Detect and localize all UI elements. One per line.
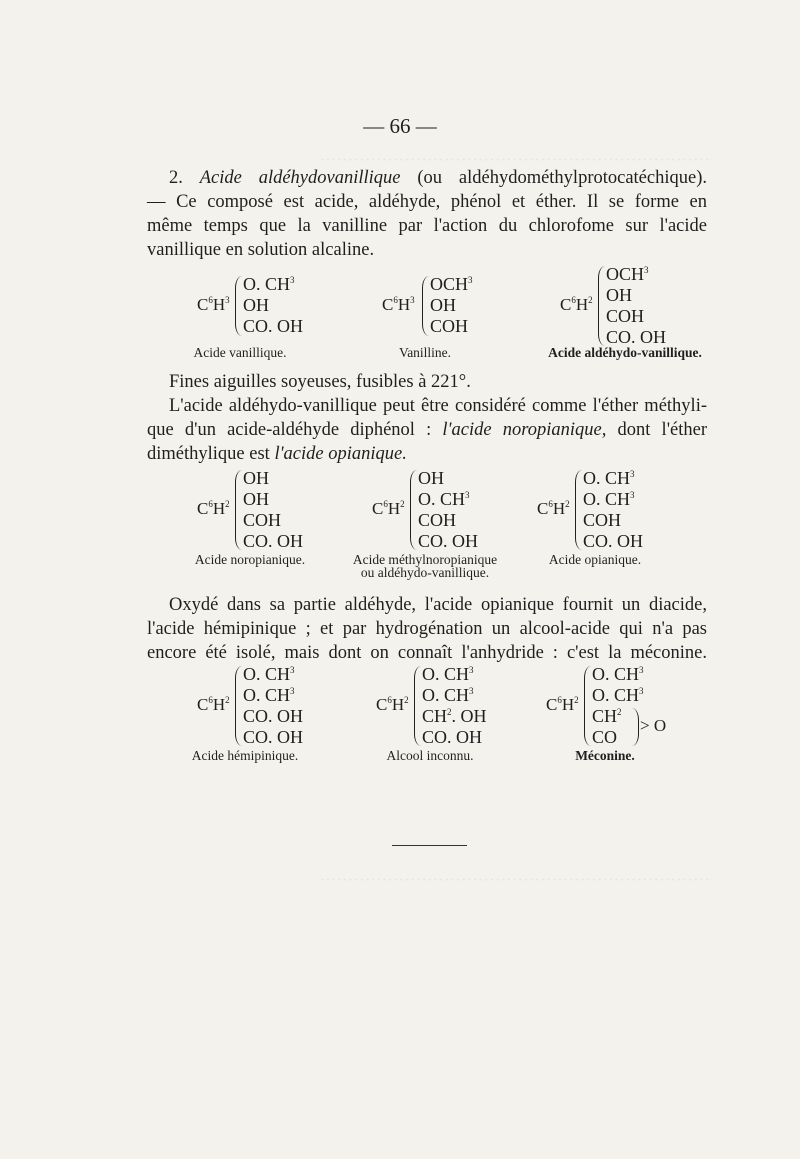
paragraph-3 [147, 593, 707, 665]
intro-line-4: vanillique en solution alcaline. [147, 240, 375, 260]
para2-line-3: que d'un acide-aldéhyde diphénol : l'acide noropianique, dont l'éther [147, 420, 708, 440]
para2-line-1: Fines aiguilles soyeuses, fusibles à 221°. [169, 372, 471, 392]
para3-line-1: Oxydé dans sa partie aldéhyde, l'acide opianique fournit un diacide, [169, 595, 707, 615]
section-end-rule [392, 845, 467, 846]
caption-ou-aldehydo-vanillique: ou aldéhydo-vanillique. [360, 565, 490, 580]
intro-line-1: 2. Acide aldéhydovanillique (ou aldéhydométhylprotocatéchique). [169, 168, 707, 188]
page-number: — 66 — [363, 114, 437, 138]
caption-acide-noropianique: Acide noropianique. [194, 552, 306, 567]
caption-acide-opianique: Acide opianique. [548, 552, 642, 567]
para3-line-2: l'acide hémipinique ; et par hydrogénation un alcool-acide qui n'a pas [147, 619, 707, 639]
intro-line-3: même temps que la vanilline par l'action du chlorofome sur l'acide [147, 216, 707, 236]
caption-acide-vanillique: Acide vanillique. [193, 345, 287, 360]
intro-paragraph [147, 166, 707, 262]
caption-vanilline: Vanilline. [398, 345, 452, 360]
para2-line-2: L'acide aldéhydo-vanillique peut être considéré comme l'éther méthyli- [169, 396, 707, 416]
caption-acide-hemipinique: Acide hémipinique. [191, 748, 299, 763]
caption-meconine: Méconine. [575, 748, 635, 763]
caption-acide-methylnoropianique: Acide méthylnoropianique [352, 552, 498, 567]
intro-line-2: — Ce composé est acide, aldéhyde, phénol et éther. Il se forme en [147, 192, 707, 212]
para2-line-4: diméthylique est l'acide opianique. [147, 444, 407, 464]
document-page: ····································································· ····································································· — 66 — 2. Acide aldéhydovanillique (ou aldéhydométhylprotocatéchique). — Ce composé est acide, aldéhyde, phénol et éther. Il se forme en même temps que la vanilline par l'action du chlorofome sur l'acide vanillique en solution alcaline. $C^6H^3$ O. $CH^3$ OH CO. OH $C^6H^3$ OCH$^3$ OH COH $C^6H^2$ OCH$^3$ OH COH CO. OH Acide vanillique. Vanilline. Acide aldéhydo-vanillique. Fines aiguilles soyeuses, fusibles à 221°. L'acide aldéhydo-vanillique peut être considéré comme l'éther méthyli- que d'un acide-aldéhyde diphénol : l'acide noropianique, dont l'éther diméthylique est l'acide opianique. $C^6H^2$ OH OH COH CO. OH $C^6H^2$ OH O. $CH^3$ COH CO. OH $C^6H^2$ O. $CH^3$ O. $CH^3$ COH CO. OH Acide noropianique. Acide méthylnoropianique ou aldéhydo-vanillique. Acide opianique. Oxydé dans sa partie aldéhyde, l'acide opianique fournit un diacide, l'acide hémipinique ; et par hydrogénation un alcool-acide qui n'a pas encore été isolé, mais dont on connaît l'anhydride : c'est la méconine. $C^6H^2$ O. $CH^3$ O. $CH^3$ CO. OH CO. OH $C^6H^2$ O. $CH^3$ O. $CH^3$ $CH^2$. OH CO. OH $C^6H^2$ O. $CH^3$ O. $CH^3$ $CH^2$ CO > O Acide hémipinique. Alcool inconnu. Méconine. [0, 0, 800, 1159]
compound-title: Acide aldéhydovanillique [199, 168, 401, 188]
caption-acide-aldehydo-vanillique: Acide aldéhydo-vanillique. [548, 345, 702, 360]
show-through-text: ····································································· [319, 150, 710, 169]
caption-alcool-inconnu: Alcool inconnu. [386, 748, 474, 763]
para3-line-3: encore été isolé, mais dont on connaît l'anhydride : c'est la méconine. [147, 643, 707, 663]
paragraph-2 [147, 370, 707, 466]
show-through-text: ····································································· [319, 870, 710, 889]
